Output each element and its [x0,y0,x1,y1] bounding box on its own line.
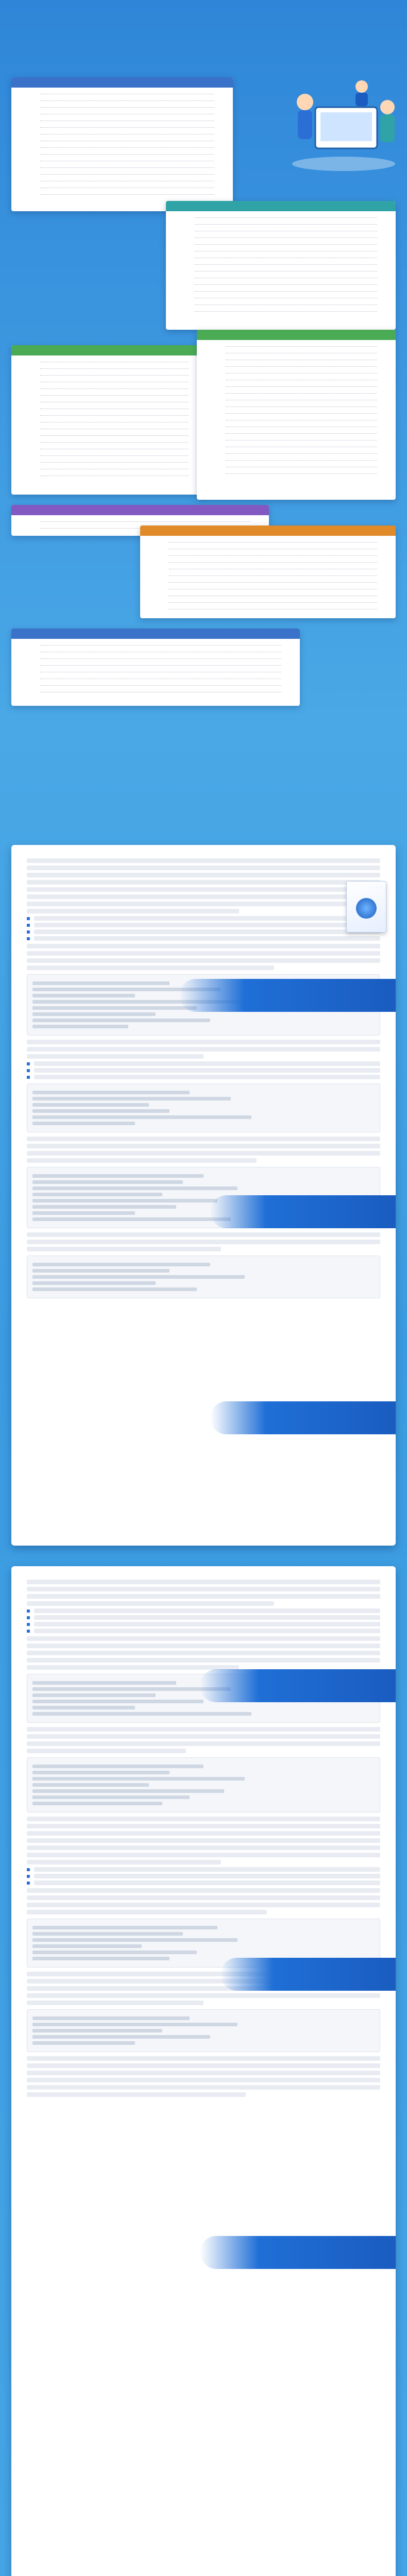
callout-3 [200,1669,396,1702]
callout-1 [210,1195,396,1228]
toc-collage [11,62,396,721]
toc-card-heading [11,629,300,639]
toc-card-heading [140,526,396,536]
toc-list [166,211,396,318]
banner-book-highlights [0,15,407,57]
toc-card-2 [166,201,396,330]
toc-card-7 [11,629,300,706]
callout-5 [200,2236,396,2269]
toc-card-heading [166,201,396,211]
callout-api-system [179,979,396,1012]
book-cover [346,881,386,933]
callout-2 [210,1401,396,1434]
code-block [27,1083,380,1132]
toc-card-1 [11,77,233,211]
toc-list [11,88,233,201]
callout-4 [221,1958,396,1991]
toc-list [197,340,396,480]
toc-list [140,536,396,616]
toc-card-6 [140,526,396,618]
toc-card-heading [11,345,207,355]
toc-card-heading [11,77,233,88]
toc-card-heading [197,330,396,340]
scenario-sheet-1 [11,845,396,1546]
toc-card-3 [11,345,207,495]
people-illustration [284,71,403,174]
code-block [27,1256,380,1298]
banner-rich-scenarios [0,788,407,840]
toc-list [11,355,207,482]
book-cover-art [356,898,377,919]
code-block [27,1757,380,1812]
toc-list [11,639,300,699]
toc-card-heading [11,505,269,515]
toc-card-4 [197,330,396,500]
code-block [27,2009,380,2052]
scenario-sheet-2 [11,1566,396,2576]
